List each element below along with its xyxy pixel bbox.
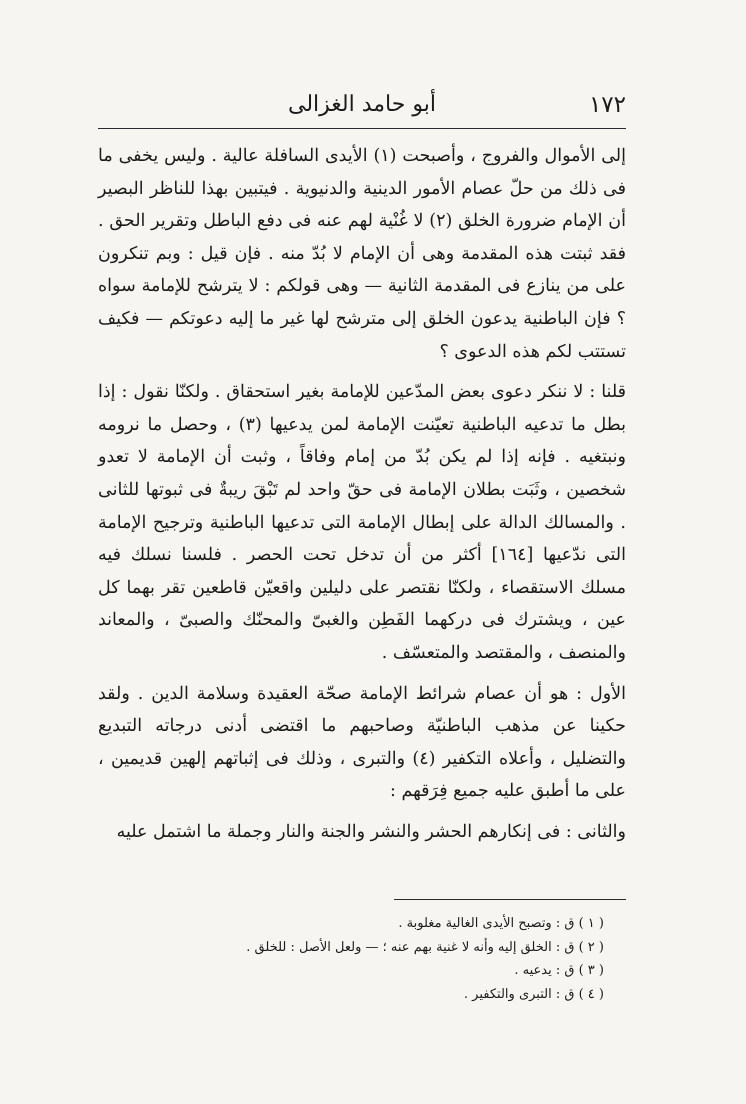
footnote — [200, 936, 604, 960]
page-number: ١٧٢ — [588, 92, 626, 118]
footnote-text: التبرى والتكفير . — [463, 986, 552, 1002]
footnote — [200, 983, 604, 1007]
page-header — [98, 92, 626, 124]
footnote-number: ( ٣ ) ق : — [555, 963, 604, 978]
paragraph: والثانى : فى إنكارهم الحشر والنشر والجنة والنار وجملة ما اشتمل عليه — [116, 821, 626, 842]
paragraph: إلى الأموال والفروج ، وأصبحت (١) الأيدى السافلة عالية . وليس يخفى ما فى ذلك من حلّ عصام الأمور الدينية والدنيوية . فيتبين بهذا للناظر البصير أن الإمام ضرورة الخلق (٢) لا غُنْية لهم عنه فى دفع الباطل وتقرير الحق . فقد ثبتت هذه المقدمة وهى أن الإمام لا بُدّ منه . فإن قيل : وبم تنكرون على من ينازع فى المقدمة الثانية — وهى قولكم : لا يترشح للإمامة سواه ؟ فإن الباطنية يدعون الخلق إلى مترشح لها غير ما إليه دعوتكم — فكيف تستتب لكم هذه الدعوى ؟ — [98, 146, 626, 362]
footnote — [200, 912, 604, 936]
main-text — [98, 140, 626, 848]
footnote-number: ( ١ ) ق : — [555, 916, 604, 931]
footnote-number: ( ٢ ) ق : — [555, 939, 604, 955]
footnote-rule — [394, 899, 626, 900]
footnotes — [200, 912, 604, 1006]
footnote — [200, 959, 604, 983]
paragraph: قلنا : لا ننكر دعوى بعض المدّعين للإمامة بغير استحقاق . ولكنّا نقول : إذا بطل ما تدعيه الباطنية تعيّنت الإمامة لمن يدعيها (٣) ، وحصل ما نرومه ونبتغيه . فإنه إذا لم يكن بُدّ من إمام وفاقاً ، وثبت أن الإمامة لا تعدو شخصين ، وثَبَت بطلان الإمامة فى حقّ واحد لم تَبْقَ ريبةٌ فى ثبوتها للثانى . والمسالك الدالة على إبطال الإمامة التى تدعيها الباطنية وترجيح الإمامة التى ندّعيها [١٦٤] أكثر من أن تدخل تحت الحصر . فلسنا نسلك فيه مسلك الاستقصاء ، ولكنّا نقتصر على دليلين واقعيّن قاطعين تقر بهما كل عين ، ويشترك فى دركهما الفَطِن والغبىّ والمحنّك والصبىّ ، والمعاند والمنصف ، والمقتصد والمتعسّف . — [98, 382, 626, 663]
running-title: أبو حامد الغزالى — [288, 92, 436, 117]
footnote-text: الخلق إليه وأنه لا غنية بهم عنه ؛ — ولعل الأصل : للخلق . — [246, 939, 552, 955]
footnote-text: يدعيه . — [514, 963, 552, 978]
paragraph: الأول : هو أن عصام شرائط الإمامة صحّة العقيدة وسلامة الدين . ولقد حكينا عن مذهب الباطنيّة وصاحبهم ما اقتضى أدنى درجاته التبديع والتضليل ، وأعلاه التكفير (٤) والتبرى ، وذلك فى إثباتهم إلهين قديمين ، على ما أطبق عليه جميع فِرَقهم : — [98, 683, 626, 802]
header-rule — [98, 128, 626, 129]
footnote-text: وتصبح الأيدى الغالية مغلوبة . — [398, 916, 552, 931]
footnote-number: ( ٤ ) ق : — [555, 986, 604, 1002]
